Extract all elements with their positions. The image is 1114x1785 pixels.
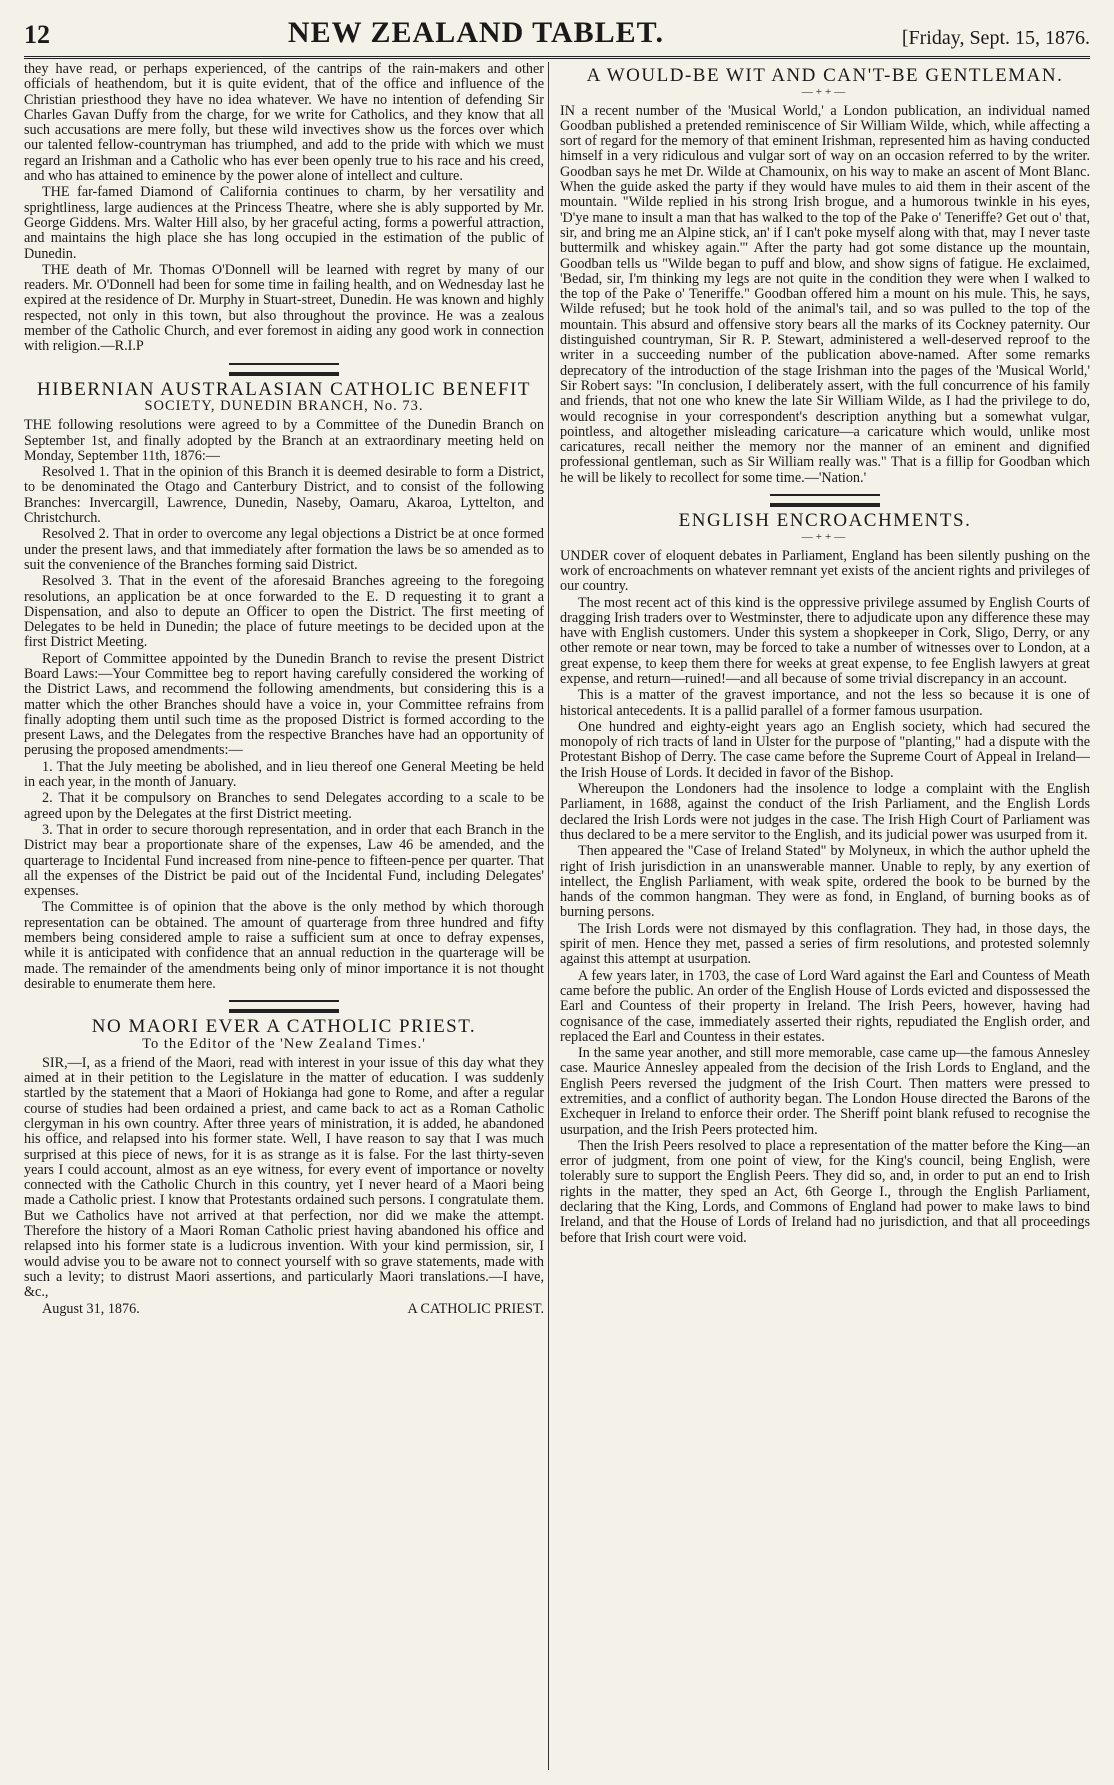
section-separator <box>229 1000 339 1013</box>
page-number: 12 <box>24 20 50 49</box>
hibernian-paragraph: Resolved 3. That in the event of the aforesaid Branches agreeing to the foregoing resolutions, an application be at once forwarded to the E. D requesting it to grant a Dispensation, and also to depute an Officer to open the District. The first meeting of Delegates to be held in Dunedin; the place of future meetings to be decided upon at the first District Meeting. <box>24 573 544 651</box>
encroachments-paragraph: One hundred and eighty-eight years ago an English society, which had secured the monopoly of rich tracts of land in Ulster for the purpose of "planting," had a dispute with the Protestant Bishop of Derry. The case came before the Supreme Court of Appeal in Ireland—the Irish House of Lords. It decided in favor of the Bishop. <box>560 718 1090 781</box>
right-column <box>560 62 1090 1770</box>
maori-heading: NO MAORI EVER A CATHOLIC PRIEST. <box>91 1016 477 1038</box>
heading-ornament: —++— <box>801 531 849 544</box>
hibernian-paragraph: Report of Committee appointed by the Dunedin Branch to revise the present District Board Laws:—Your Committee beg to report having carefully considered the working of the District Laws, and recommend the following amendments, but considering this is a matter which the other Branches should have a voice in, your Committee refrains from finally adopting them until such time as the proposed District is formed according to the present Laws, and the Delegates from the respective Branches have had an opportunity of perusing the proposed amendments:— <box>24 650 544 759</box>
masthead-rule <box>24 56 1090 59</box>
odonnell-paragraph: THE death of Mr. Thomas O'Donnell will be learned with regret by many of our readers. Mr. O'Donnell had been for some time in failing health, and on Wednesday last he expired at the residence of Dr. Murphy in Stuart-street, Dunedin. He was known and highly respected, not only in this town, but also throughout the province. He was a zealous member of the Catholic Church, and ever foremost in aiding any good work in connection with religion.—R.I.P <box>24 261 544 355</box>
diamond-paragraph: THE far-famed Diamond of California continues to charm, by her versatility and sprightliness, large audiences at the Princess Theatre, where she is ably supported by Mr. George Giddens. Mrs. Walter Hill also, by her graceful acting, forms a powerful attraction, and maintains the high place she has long occupied in the estimation of the public of Dunedin. <box>24 184 544 262</box>
encroachments-paragraph: This is a matter of the gravest importance, and not the less so because it is one of historical antecedents. It is a pallid parallel of a former famous usurpation. <box>560 687 1090 719</box>
hibernian-paragraph: 3. That in order to secure thorough representation, and in order that each Branch in the District may bear a proportionate share of the expenses, Law 46 be amended, and the quarterage to Incidental Fund increased from nine-pence to fifteen-pence per quarter. That all the expenses of the District be paid out of the Incidental Fund, including Delegates' expenses. <box>24 821 544 900</box>
issue-date: [Friday, Sept. 15, 1876. <box>901 27 1090 49</box>
hibernian-paragraph: 2. That it be compulsory on Branches to send Delegates according to a scale to be agreed upon by the Delegates at the first District meeting. <box>24 790 544 822</box>
section-separator <box>229 363 339 376</box>
maori-subheading: To the Editor of the 'New Zealand Times.' <box>142 1035 426 1052</box>
encroachments-paragraph: In the same year another, and still more memorable, case came up—the famous Annesley case. Maurice Annesley appealed from the decision of the Irish Lords to England, and the English Peers reversed the judgment of the Irish Court. Then matters were pressed to extremities, and a conflict of authority began. The London House directed the Barons of the Exchequer in Ireland to enforce their order. The Sheriff point blank refused to recognise the usurpation, and the Irish Peers protected him. <box>560 1045 1090 1138</box>
encroachments-paragraph: Then appeared the "Case of Ireland Stated" by Molyneux, in which the author upheld the right of Irish jurisdiction in an unanswerable manner. Unable to reply, by any exertion of intellect, the English Parliament, with weak spite, ordered the book to be burned by the hands of the common hangman. They were as fond, in England, of burning books as of burning persons. <box>560 843 1090 921</box>
letter-date: August 31, 1876. <box>42 1300 140 1317</box>
encroachments-paragraph: Whereupon the Londoners had the insolence to lodge a complaint with the English Parliament, in 1688, against the conduct of the Irish Parliament, and the English Lords declared the Irish Lords were not judges in the case. The Irish High Court of Parliament was thus declared to be a mere servitor to the English, and its judicial power was usurped from it. <box>560 781 1090 843</box>
letter-signoff <box>24 1302 544 1317</box>
wit-heading: A WOULD-BE WIT AND CAN'T-BE GENTLEMAN. <box>586 65 1064 86</box>
heading-ornament: —++— <box>801 86 849 99</box>
hibernian-paragraph: 1. That the July meeting be abolished, and in lieu thereof one General Meeting be held in each year, in the month of January. <box>24 758 544 791</box>
encroachments-paragraph: The most recent act of this kind is the oppressive privilege assumed by English Courts of dragging Irish traders over to Westminster, there to adjudicate upon any difference these may have with English customers. Under this system a shopkeeper in Cork, Sligo, Derry, or any other remote or near town, may be forced to take a number of witnesses over to London, at a great expense, to keep them there for weeks at great expense, to fee English lawyers at great expense, and return—ruined!—and all because of some trivial discrepancy in an account. <box>560 594 1090 687</box>
maori-letter-body: SIR,—I, as a friend of the Maori, read with interest in your issue of this day what they aimed at in their petition to the Legislature in the matter of education. I was suddenly startled by the statement that a Maori of Hokianga had gone to Rome, and after a regular course of studies had been ordained a priest, and came back to act as a Roman Catholic clergyman in his own country. After three years of ministration, it is added, he abandoned his office, and relapsed into his former state. Well, I have reason to say that I was much surprised at this piece of news, for it is as strange as it is false. For the last thirty-seven years I could account, almost as an eye witness, for every event of importance or novelty connected with the Catholic Church in this country, yet I never heard of a Maori being made a Catholic priest. I know that Protestants ordained such persons. I congratulate them. But we Catholics have not arrived at that perfection, nor did we make the attempt. Therefore the history of a Maori Roman Catholic priest having abandoned his office and relapsed into his former state is a ludicrous invention. With your kind permission, sir, I would advise you to be aware not to connect yourself with so grave statements, made with such a levity; to distrust Maori assertions, and particularly Maori translations.—I have, &c., <box>24 1054 544 1301</box>
hibernian-paragraph: Resolved 1. That in the opinion of this Branch it is deemed desirable to form a District, to be denominated the Otago and Canterbury District, and to consist of the following Branches: Invercargill, Lawrence, Dunedin, Naseby, Oamaru, Akaroa, Lyttelton, and Christchurch. <box>24 464 544 527</box>
encroachments-paragraph: The Irish Lords were not dismayed by this conflagration. They had, in those days, the spirit of men. Hence they met, passed a series of firm resolutions, and protested solemnly against this attempt at usurpation. <box>560 920 1090 968</box>
left-column <box>24 62 544 1770</box>
section-separator <box>770 494 880 507</box>
encroachments-paragraph: A few years later, in 1703, the case of Lord Ward against the Earl and Countess of Meath came before the public. An order of the English House of Lords evicted and dispossessed the Earl and Countess of their property in Ireland. The Irish Peers, however, having had cognisance of the case, immediately asserted their rights, repudiated the English order, and replaced the Earl and Countess in their estates. <box>560 967 1090 1045</box>
wit-body: IN a recent number of the 'Musical World,' a London publication, an individual named Goodban published a pretended reminiscence of Sir William Wilde, which, while affecting a sort of regard for the memory of that eminent Irishman, represented him as having conducted himself in a very ridiculous and vulgar sort of way on an occasion referred to by the writer. Goodban says he met Dr. Wilde at Chamounix, on his way to make an ascent of Mont Blanc. When the guide asked the party if they would have mules to aid them in their ascent of the mountain. "Wilde replied in his strong Irish brogue, and a humorous twinkle in his eyes, 'D'ye mane to insult a man that has walked to the top of the Pake o' Teneriffe? Get out o' that, sir, and bring me an Alpine stick, an' if I can't poke myself along with that, may I never taste buttermilk and whiskey again.'" After the party had got some distance up the mountain, Goodban tells us "Wilde began to puff and blow, and show signs of fatigue. He exclaimed, 'Bedad, sir, I'm thinking my legs are not quite in the condition they were when I walked to the top of the Pake o' Teneriffe." Goodban offered him a mount on his mule. This, he says, Wilde refused; but he took hold of the animal's tail, and so was pulled to the top of the mountain. This absurd and offensive story bears all the marks of its Cockney paternity. Our distinguished countryman, Sir R. P. Stewart, administered a well-deserved reproof to the writer in a succeeding number of the publication above-named. After some remarks deprecatory of the introduction of the stage Irishman into the pages of the 'Musical World,' Sir Robert says: "In conclusion, I deliberately assert, with the full concurrence of his family and friends, that not one who knew the late Sir William Wilde, as I had the privilege to do, would recognise in your correspondent's description anything but a somewhat vulgar, pointless, and altogether misleading caricature—a caricature which would, unlike most caricatures, recall neither the memory nor the manner of an eminent and dignified professional gentleman, such as Sir William really was." That is a fillip for Goodban which he will be likely to recollect for some time.—'Nation.' <box>560 102 1090 486</box>
hibernian-paragraph: Resolved 2. That in order to overcome any legal objections a District be at once formed under the present laws, and that immediately after formation the laws be so amended as to suit the convenience of the Branches forming said District. <box>24 526 544 573</box>
masthead <box>24 14 1090 50</box>
encroachments-paragraph: UNDER cover of eloquent debates in Parliament, England has been silently pushing on the work of encroachments on whatever remnant yet exists of the ancient rights and privileges of our country. <box>560 547 1090 595</box>
hibernian-paragraph: THE following resolutions were agreed to by a Committee of the Dunedin Branch on September 1st, and finally adopted by the Branch at an extraordinary meeting held on Monday, September 11th, 1876:— <box>24 417 544 464</box>
column-divider <box>548 62 549 1770</box>
hibernian-heading: HIBERNIAN AUSTRALASIAN CATHOLIC BENEFIT <box>37 378 531 400</box>
newspaper-title: NEW ZEALAND TABLET. <box>287 16 664 49</box>
encroachments-heading: ENGLISH ENCROACHMENTS. <box>678 510 972 532</box>
hibernian-paragraph: The Committee is of opinion that the above is the only method by which thorough representation can be obtained. The amount of quarterage from three hundred and fifty members being considered ample to raise a sufficient sum at once to defray expenses, while it is anticipated with confidence that an annual reduction in the quarterage will be made. The remainder of the amendments being only of minor importance it is not thought desirable to enumerate them here. <box>24 899 544 992</box>
letter-signature: A CATHOLIC PRIEST. <box>407 1300 544 1317</box>
intro-paragraph: they have read, or perhaps experienced, of the cantrips of the rain-makers and other officials of heathendom, but it is quite evident, that of the office and influence of the Christian priesthood they have no idea whatever. We have no intention of defending Sir Charles Gavan Duffy from the charge, for we write for Catholics, and they know that all such accusations are mere folly, but these wild invectives show us the forces over which our talented fellow-countryman has triumphed, and add to the pride with which we must regard an Irishman and a Catholic who has ever been openly true to his race and his creed, and who has attained to eminence by the power alone of intellect and culture. <box>24 62 544 185</box>
hibernian-subheading: SOCIETY, DUNEDIN BRANCH, No. 73. <box>144 397 424 414</box>
encroachments-paragraph: Then the Irish Peers resolved to place a representation of the matter before the King—an error of judgment, from one point of view, for the King's council, being English, were tolerably sure to support the English Peers. They did so, and, in order to put an end to Irish rights in the matter, they sped an Act, 6th George I., through the English Parliament, declaring that the King, Lords, and Commons of England had power to make laws to bind Ireland, and that the House of Lords of Ireland had no jurisdiction, and that all proceedings before that Irish court were void. <box>560 1137 1090 1246</box>
